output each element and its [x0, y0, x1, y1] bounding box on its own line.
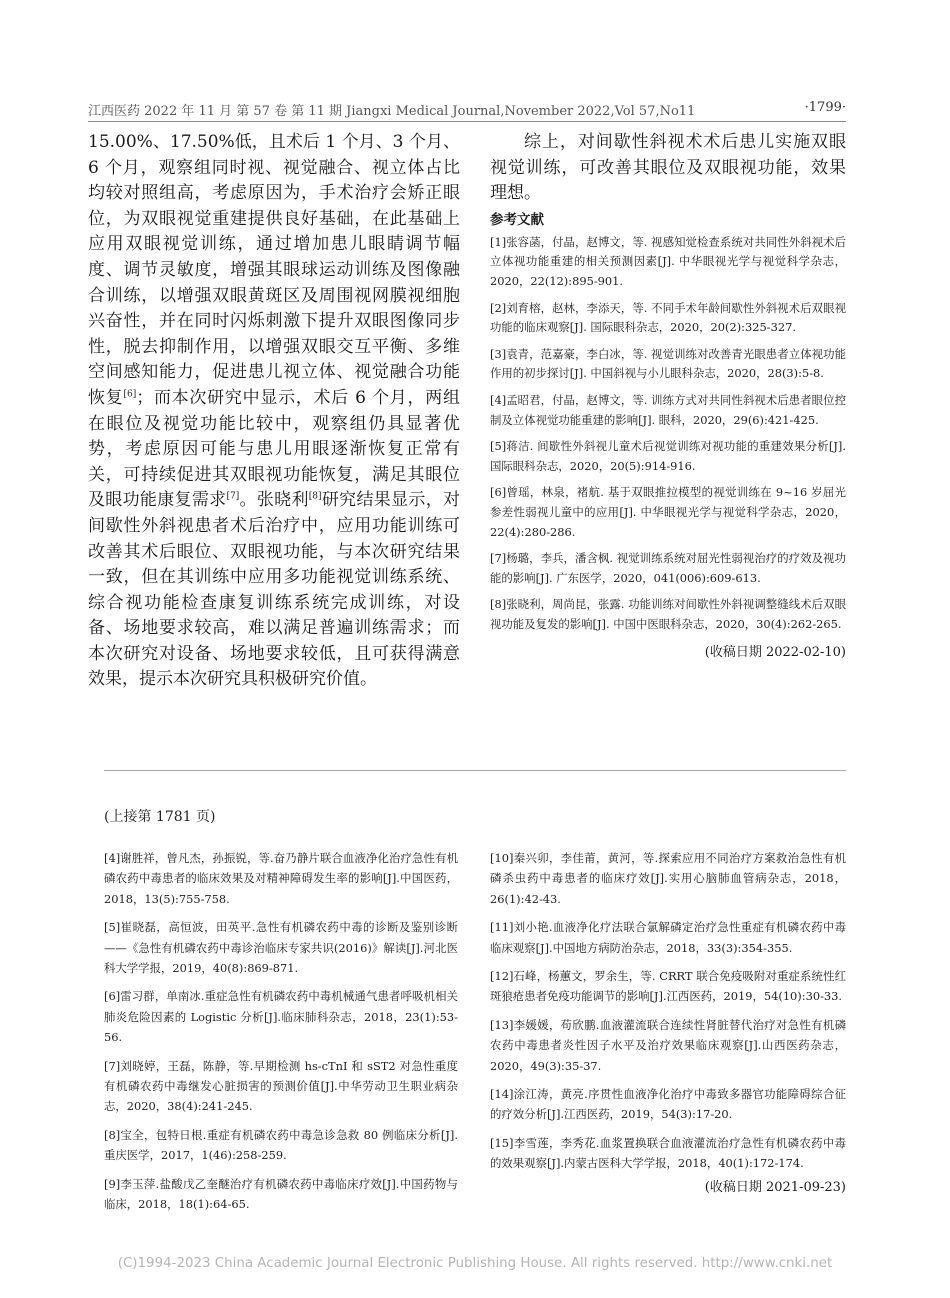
reference-item: [15]李雪莲，李秀花.血浆置换联合血液灌流治疗急性有机磷农药中毒的效果观察[J].内蒙古医科大学学报，2018，40(1):172-174. — [490, 1135, 846, 1171]
citation: [6] — [123, 389, 137, 400]
reference-item: [4]谢胜祥，曾凡杰，孙振锐，等.奋乃静片联合血液净化治疗急性有机磷农药中毒患者的临床效果及对精神障碍发生率的影响[J].中国医药，2018，13(5):755-758. — [104, 851, 458, 906]
page-number: ·1799· — [804, 100, 846, 115]
reference-item: [3]袁青，范嘉豪，李白冰，等. 视觉训练对改善青光眼患者立体视功能作用的初步探讨[J]. 中国斜视与小儿眼科杂志，2020，28(3):5-8. — [490, 346, 846, 381]
discussion-text-1: 15.00%、17.50%低，且术后 1 个月、3 个月、6 个月，观察组同时视、视觉融合、视立体占比均较对照组高，考虑原因为，手术治疗会矫正眼位，为双眼视觉重建提供良好基础，在此基础上应用双眼视觉训练，通过增加患儿眼睛调节幅度、调节灵敏度，增强其眼球运动训练及图像融合训练，以增强双眼黄斑区及周围视网膜视细胞兴奋性，并在同时闪烁刺激下提升双眼图像同步性，脱去抑制作用，以增强双眼交互平衡、多维空间感知能力，促进患儿视立体、视觉融合功能恢复 — [88, 132, 460, 408]
received-date: (收稿日期 2022-02-10) — [704, 645, 846, 661]
reference-item: [13]李媛媛，苟欣鹏.血液灌流联合连续性肾脏替代治疗对急性有机磷农药中毒患者炎性因子水平及治疗效果临床观察[J].山西医药杂志，2020，49(3):35-37. — [490, 1017, 846, 1073]
reference-item: [11]刘小艳.血液净化疗法联合氯解磷定治疗急性重症有机磷农药中毒临床观察[J].中国地方病防治杂志，2018，33(3):354-355. — [490, 920, 846, 955]
reference-item: [10]秦兴卯，李佳莆，黄河，等.探索应用不同治疗方案救治急性有机磷杀虫药中毒患者的临床疗效[J].实用心脑肺血管病杂志，2018，26(1):42-43. — [490, 851, 846, 906]
copyright-footer: (C)1994-2023 China Academic Journal Electronic Publishing House. All rights reserved. http://www.cnki.net — [117, 1256, 833, 1271]
bottom-right-column — [490, 848, 846, 1195]
reference-item: [7]杨璐，李兵，潘含枫. 视觉训练系统对屈光性弱视治疗的疗效及视功能的影响[J]. 广东医学，2020，041(006):609-613. — [490, 551, 846, 585]
reference-item: [6]曾瑶，林泉，褚航. 基于双眼推拉模型的视觉训练在 9~16 岁屈光参差性弱视儿童中的应用[J]. 中华眼视光学与视觉科学杂志，2020，22(4):280-286. — [490, 485, 846, 539]
received-date: (收稿日期 2021-09-23) — [704, 1179, 846, 1195]
reference-item: [14]涂江涛，黄亮.序贯性血液净化治疗中毒致多器官功能障碍综合征的疗效分析[J].江西医药，2019，54(3):17-20. — [490, 1087, 846, 1122]
reference-item: [8]宝全，包特日根.重症有机磷农药中毒急诊急救 80 例临床分析[J].重庆医学，2017，1(46):258-259. — [104, 1127, 458, 1163]
discussion-text-3: 。张晓利 — [239, 490, 309, 511]
references-heading: 参考文献 — [490, 211, 544, 228]
reference-item: [4]孟昭君，付晶，赵博文，等. 训练方式对共同性斜视术后患者眼位控制及立体视觉功能重建的影响[J]. 眼科，2020，29(6):421-425. — [490, 392, 846, 427]
bottom-left-column — [104, 848, 458, 1223]
journal-info: 江西医药 2022 年 11 月 第 57 卷 第 11 期 Jiangxi Medical Journal,November 2022,Vol 57,No11 — [88, 104, 696, 119]
reference-item: [12]石峰，杨蕙文，罗余生，等. CRRT 联合免疫吸附对重症系统性红斑狼疮患者免疫功能调节的影响[J].江西医药，2019，54(10):30-33. — [490, 969, 846, 1004]
conclusion-paragraph: 综上，对间歇性斜视术术后患儿实施双眼视觉训练，可改善其眼位及双眼视功能，效果理想。 — [490, 132, 846, 204]
reference-list — [490, 233, 846, 635]
reference-item: [7]刘晓婷，王磊，陈静，等.早期检测 hs-cTnI 和 sST2 对急性重度有机磷农药中毒继发心脏损害的预测价值[J].中华劳动卫生职业病杂志，2020，38(4):241-245. — [104, 1058, 458, 1114]
reference-list — [490, 848, 846, 1174]
reference-item: [9]李玉萍.盐酸戊乙奎醚治疗有机磷农药中毒临床疗效[J].中国药物与临床，2018，18(1):64-65. — [104, 1176, 458, 1212]
discussion-paragraph — [88, 130, 460, 693]
continued-from-label: (上接第 1781 页) — [104, 809, 216, 825]
reference-item: [1]张容菡，付晶，赵博文，等. 视感知觉检查系统对共同性外斜视术后立体视功能重建的相关预测因素[J]. 中华眼视光学与视觉科学杂志，2020，22(12):895-901. — [490, 234, 846, 288]
citation: [8] — [308, 491, 322, 502]
running-header — [88, 100, 846, 122]
reference-item: [6]雷习群，单南冰.重症急性有机磷农药中毒机械通气患者呼吸机相关肺炎危险因素的 Logistic 分析[J].临床肺科杂志，2018，23(1):53-56. — [104, 989, 458, 1045]
reference-item: [5]蒋洁. 间歇性外斜视儿童术后视觉训练对视功能的重建效果分析[J]. 国际眼科杂志，2020，20(5):914-916. — [490, 439, 846, 473]
right-column — [490, 130, 846, 660]
header-divider — [88, 121, 846, 122]
reference-list — [104, 848, 458, 1215]
reference-item: [5]崔晓磊，高恒波，田英平.急性有机磷农药中毒的诊断及鉴别诊断——《急性有机磷农药中毒诊治临床专家共识(2016)》解读[J].河北医科大学学报，2019，40(8):869-871. — [104, 920, 458, 976]
reference-item: [2]刘育榕，赵林，李添天，等. 不同手术年龄间歇性外斜视术后双眼视功能的临床观察[J]. 国际眼科杂志，2020，20(2):325-327. — [490, 300, 846, 335]
left-column — [88, 130, 460, 693]
discussion-text-2: ；而本次研究中显示，术后 6 个月，两组在眼位及视觉功能比较中，观察组仍具显著优势，考虑原因可能与患儿用眼逐渐恢复正常有关，可持续促进其双眼视功能恢复，满足其眼位及眼功能康复需求 — [88, 387, 461, 511]
discussion-text-4: 研究结果显示，对间歇性外斜视患者术后治疗中，应用功能训练可改善其术后眼位、双眼视功能，与本次研究结果一致，但在其训练中应用多功能视觉训练系统、综合视功能检查康复训练系统完成训练，对设备、场地要求较高，难以满足普遍训练需求；而本次研究对设备、场地要求较低，且可获得满意效果，提示本次研究具积极研究价值。 — [88, 490, 461, 690]
reference-item: [8]张晓利，周尚昆，张露. 功能训练对间歇性外斜视调整缝线术后双眼视功能及复发的影响[J]. 中国中医眼科杂志，2020，30(4):262-265. — [490, 597, 846, 631]
citation: [7] — [226, 491, 240, 502]
section-divider — [104, 770, 846, 771]
